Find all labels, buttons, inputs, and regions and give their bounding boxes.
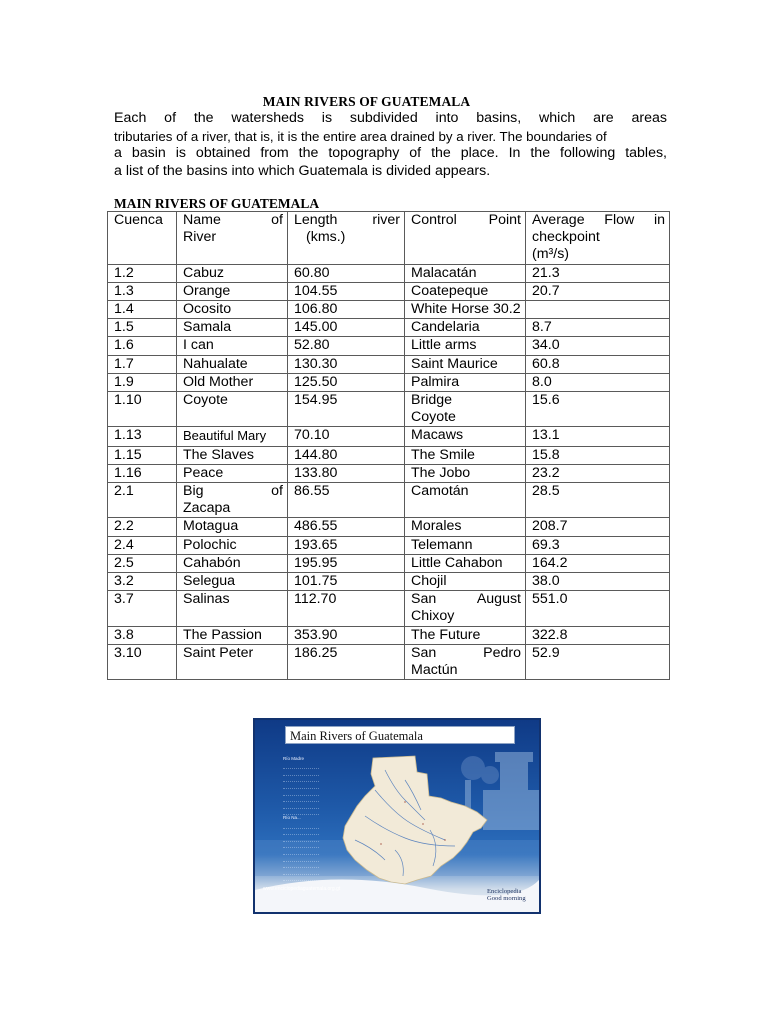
cell-control-point: Malacatán: [405, 264, 526, 282]
guatemala-rivers-map-image: [253, 718, 541, 914]
table-header-row: [108, 212, 670, 265]
cell-length: 70.10: [288, 427, 405, 446]
cell-length: 101.75: [288, 573, 405, 591]
cell-average-flow: 23.2: [526, 464, 670, 482]
legend-item: Río Madre: [283, 756, 305, 761]
legend-item: [283, 829, 319, 836]
legend-item: [283, 868, 319, 875]
cell-river-name: The Passion: [177, 626, 288, 644]
cell-control-point: Bridge Coyote: [405, 392, 526, 427]
cell-river-name: Cahabón: [177, 554, 288, 572]
table-row: [108, 536, 670, 554]
cell-river-name: Samala: [177, 319, 288, 337]
legend-item: [283, 822, 319, 829]
legend-item: [283, 862, 319, 869]
intro-line-2: tributaries of a river, that is, it is the entire area drained by a river. The boundaries of: [114, 128, 607, 144]
table-row: [108, 355, 670, 373]
table-row: [108, 626, 670, 644]
cell-average-flow: 13.1: [526, 427, 670, 446]
cell-control-point: Palmira: [405, 373, 526, 391]
table-row: [108, 518, 670, 536]
table-row: [108, 446, 670, 464]
cell-river-name: The Slaves: [177, 446, 288, 464]
cell-control-point: Little Cahabon: [405, 554, 526, 572]
cell-average-flow: 8.0: [526, 373, 670, 391]
cell-cuenca: 1.6: [108, 337, 177, 355]
cell-control-point: The Future: [405, 626, 526, 644]
table-row: [108, 319, 670, 337]
cell-length: 195.95: [288, 554, 405, 572]
header-length: Length river (kms.): [288, 212, 405, 265]
table-row: [108, 373, 670, 391]
cell-control-point: Candelaria: [405, 319, 526, 337]
cell-river-name: Salinas: [177, 591, 288, 626]
cell-cuenca: 1.7: [108, 355, 177, 373]
cell-length: 130.30: [288, 355, 405, 373]
cell-length: 106.80: [288, 301, 405, 319]
cell-length: 133.80: [288, 464, 405, 482]
cell-average-flow: 60.8: [526, 355, 670, 373]
cell-river-name: Beautiful Mary: [177, 427, 288, 446]
cell-river-name: Coyote: [177, 392, 288, 427]
cell-control-point: Macaws: [405, 427, 526, 446]
cell-length: 486.55: [288, 518, 405, 536]
cell-length: 112.70: [288, 591, 405, 626]
cell-length: 52.80: [288, 337, 405, 355]
legend-item: [283, 842, 319, 849]
intro-paragraph: [114, 110, 667, 180]
table-row: [108, 264, 670, 282]
cell-average-flow: 21.3: [526, 264, 670, 282]
table-row: [108, 427, 670, 446]
cell-river-name: I can: [177, 337, 288, 355]
cell-cuenca: 3.2: [108, 573, 177, 591]
legend-item: [283, 875, 319, 882]
legend-item: [283, 776, 319, 783]
header-cuenca: Cuenca: [108, 212, 177, 265]
cell-average-flow: 34.0: [526, 337, 670, 355]
legend-item: [283, 855, 319, 862]
table-row: [108, 573, 670, 591]
cell-cuenca: 2.1: [108, 483, 177, 518]
cell-river-name: Ocosito: [177, 301, 288, 319]
header-name: Name of River: [177, 212, 288, 265]
cell-cuenca: 3.7: [108, 591, 177, 626]
legend-item: [283, 763, 319, 770]
table-row: [108, 282, 670, 300]
cell-river-name: Polochic: [177, 536, 288, 554]
cell-control-point: White Horse 30.2: [405, 301, 526, 319]
table-title: MAIN RIVERS OF GUATEMALA: [114, 196, 320, 211]
cell-control-point: San August Chixoy: [405, 591, 526, 626]
cell-length: 154.95: [288, 392, 405, 427]
cell-cuenca: 1.16: [108, 464, 177, 482]
header-control-point: Control Point: [405, 212, 526, 265]
legend-item: [283, 802, 319, 809]
cell-length: 193.65: [288, 536, 405, 554]
cell-cuenca: 3.10: [108, 644, 177, 679]
cell-average-flow: 164.2: [526, 554, 670, 572]
map-legend: [283, 756, 319, 881]
cell-river-name: Orange: [177, 282, 288, 300]
table-row: [108, 337, 670, 355]
cell-cuenca: 2.4: [108, 536, 177, 554]
cell-average-flow: 15.6: [526, 392, 670, 427]
map-title: Main Rivers of Guatemala: [285, 726, 515, 744]
cell-average-flow: 20.7: [526, 282, 670, 300]
encyclopedia-logo: Enciclopedia Good morning: [487, 888, 526, 903]
cell-cuenca: 3.8: [108, 626, 177, 644]
table-row: [108, 644, 670, 679]
cell-control-point: Morales: [405, 518, 526, 536]
rivers-table: [107, 211, 670, 680]
cell-average-flow: 69.3: [526, 536, 670, 554]
cell-control-point: Saint Maurice: [405, 355, 526, 373]
legend-item: [283, 782, 319, 789]
legend-item: [283, 789, 319, 796]
legend-item: [283, 835, 319, 842]
cell-river-name: Motagua: [177, 518, 288, 536]
legend-item: [283, 796, 319, 803]
intro-line-3: a basin is obtained from the topography of the place. In the following tables,: [114, 145, 667, 161]
table-row: [108, 464, 670, 482]
cell-average-flow: 52.9: [526, 644, 670, 679]
cell-river-name: Selegua: [177, 573, 288, 591]
cell-cuenca: 1.4: [108, 301, 177, 319]
cell-control-point: San Pedro Mactún: [405, 644, 526, 679]
cell-length: 125.50: [288, 373, 405, 391]
header-average-flow: Average Flow in checkpoint (m³/s): [526, 212, 670, 265]
cell-length: 145.00: [288, 319, 405, 337]
cell-cuenca: 1.2: [108, 264, 177, 282]
legend-item: Río Na...: [283, 815, 301, 821]
cell-control-point: The Smile: [405, 446, 526, 464]
cell-control-point: The Jobo: [405, 464, 526, 482]
cell-length: 186.25: [288, 644, 405, 679]
cell-length: 144.80: [288, 446, 405, 464]
cell-average-flow: 28.5: [526, 483, 670, 518]
cell-river-name: Big of Zacapa: [177, 483, 288, 518]
cell-length: 353.90: [288, 626, 405, 644]
cell-cuenca: 1.9: [108, 373, 177, 391]
cell-cuenca: 1.10: [108, 392, 177, 427]
legend-item: [283, 848, 319, 855]
cell-control-point: Camotán: [405, 483, 526, 518]
cell-length: 86.55: [288, 483, 405, 518]
table-row: [108, 483, 670, 518]
cell-average-flow: 8.7: [526, 319, 670, 337]
legend-item: [283, 809, 319, 816]
cell-cuenca: 2.2: [108, 518, 177, 536]
cell-length: 60.80: [288, 264, 405, 282]
cell-control-point: Little arms: [405, 337, 526, 355]
cell-control-point: Telemann: [405, 536, 526, 554]
cell-average-flow: 38.0: [526, 573, 670, 591]
cell-average-flow: 322.8: [526, 626, 670, 644]
cell-river-name: Nahualate: [177, 355, 288, 373]
cell-cuenca: 2.5: [108, 554, 177, 572]
cell-cuenca: 1.3: [108, 282, 177, 300]
cell-control-point: Chojil: [405, 573, 526, 591]
legend-item: [283, 769, 319, 776]
intro-line-1: Each of the watersheds is subdivided into basins, which are areas: [114, 110, 667, 126]
table-row: [108, 591, 670, 626]
cell-length: 104.55: [288, 282, 405, 300]
cell-cuenca: 1.15: [108, 446, 177, 464]
cell-river-name: Saint Peter: [177, 644, 288, 679]
table-row: [108, 554, 670, 572]
cell-river-name: Cabuz: [177, 264, 288, 282]
table-row: [108, 392, 670, 427]
cell-control-point: Coatepeque: [405, 282, 526, 300]
document-title: MAIN RIVERS OF GUATEMALA: [262, 94, 471, 109]
cell-river-name: Old Mother: [177, 373, 288, 391]
cell-average-flow: [526, 301, 670, 319]
cell-average-flow: 208.7: [526, 518, 670, 536]
cell-average-flow: 15.8: [526, 446, 670, 464]
intro-line-4: a list of the basins into which Guatemala is divided appears.: [114, 162, 491, 179]
cell-average-flow: 551.0: [526, 591, 670, 626]
cell-river-name: Peace: [177, 464, 288, 482]
table-row: [108, 301, 670, 319]
cell-cuenca: 1.5: [108, 319, 177, 337]
map-website: www.enciclopediaguatemala.org.gt: [263, 886, 341, 892]
cell-cuenca: 1.13: [108, 427, 177, 446]
